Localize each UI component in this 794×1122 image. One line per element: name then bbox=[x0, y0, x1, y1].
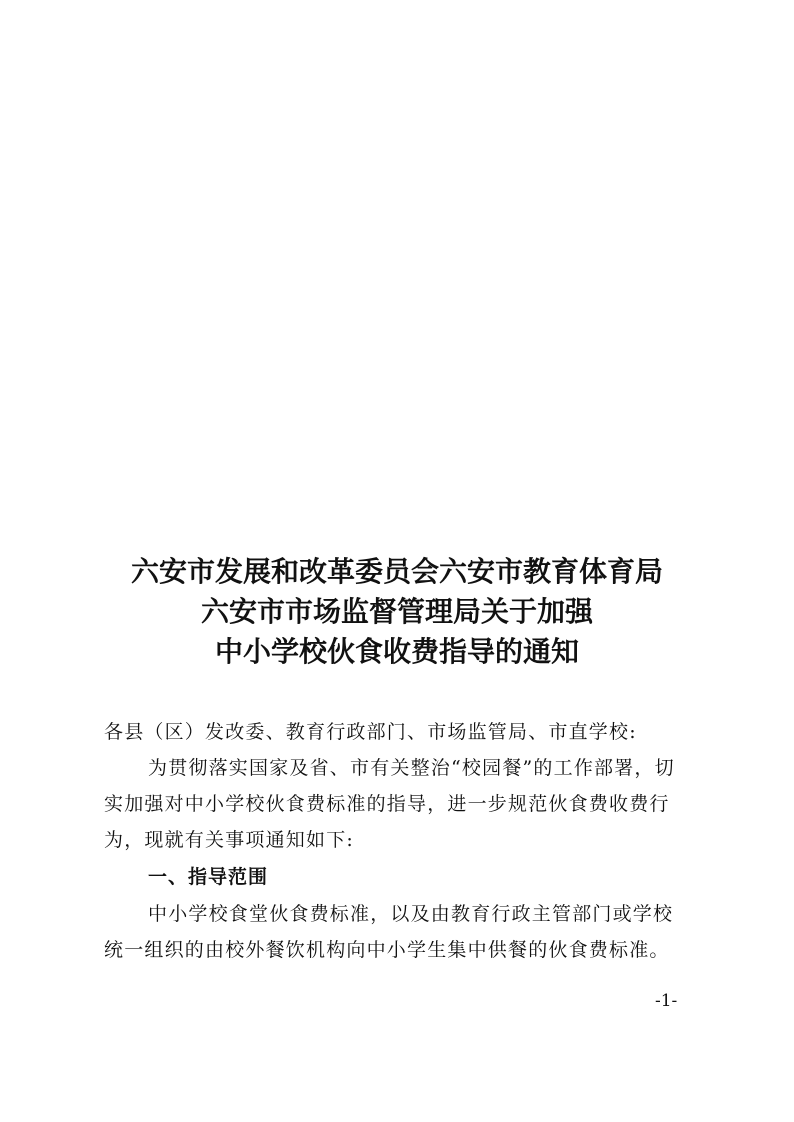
page-number: -1- bbox=[655, 991, 678, 1011]
intro-line-2: 实加强对中小学校伙食费标准的指导，进一步规范伙食费收费行 bbox=[104, 793, 670, 815]
salutation: 各县（区）发改委、教育行政部门、市场监管局、市直学校: bbox=[104, 721, 637, 743]
intro-line-3: 为，现就有关事项通知如下: bbox=[104, 829, 355, 851]
title-line-2: 六安市市场监督管理局关于加强 bbox=[200, 595, 593, 628]
document-body bbox=[104, 714, 699, 968]
title-line-1: 六安市发展和改革委员会六安市教育体育局 bbox=[130, 555, 663, 588]
section1-line-1: 中小学校食堂伙食费标准，以及由教育行政主管部门或学校 bbox=[148, 903, 674, 925]
intro-line-1: 为贯彻落实国家及省、市有关整治“校园餐”的工作部署，切 bbox=[148, 757, 675, 779]
document-title bbox=[0, 552, 794, 672]
section-heading-scope: 一、指导范围 bbox=[148, 866, 269, 888]
section1-line-2: 统一组织的由校外餐饮机构向中小学生集中供餐的伙食费标准。 bbox=[104, 939, 670, 961]
title-line-3: 中小学校伙食收费指导的通知 bbox=[214, 635, 579, 668]
